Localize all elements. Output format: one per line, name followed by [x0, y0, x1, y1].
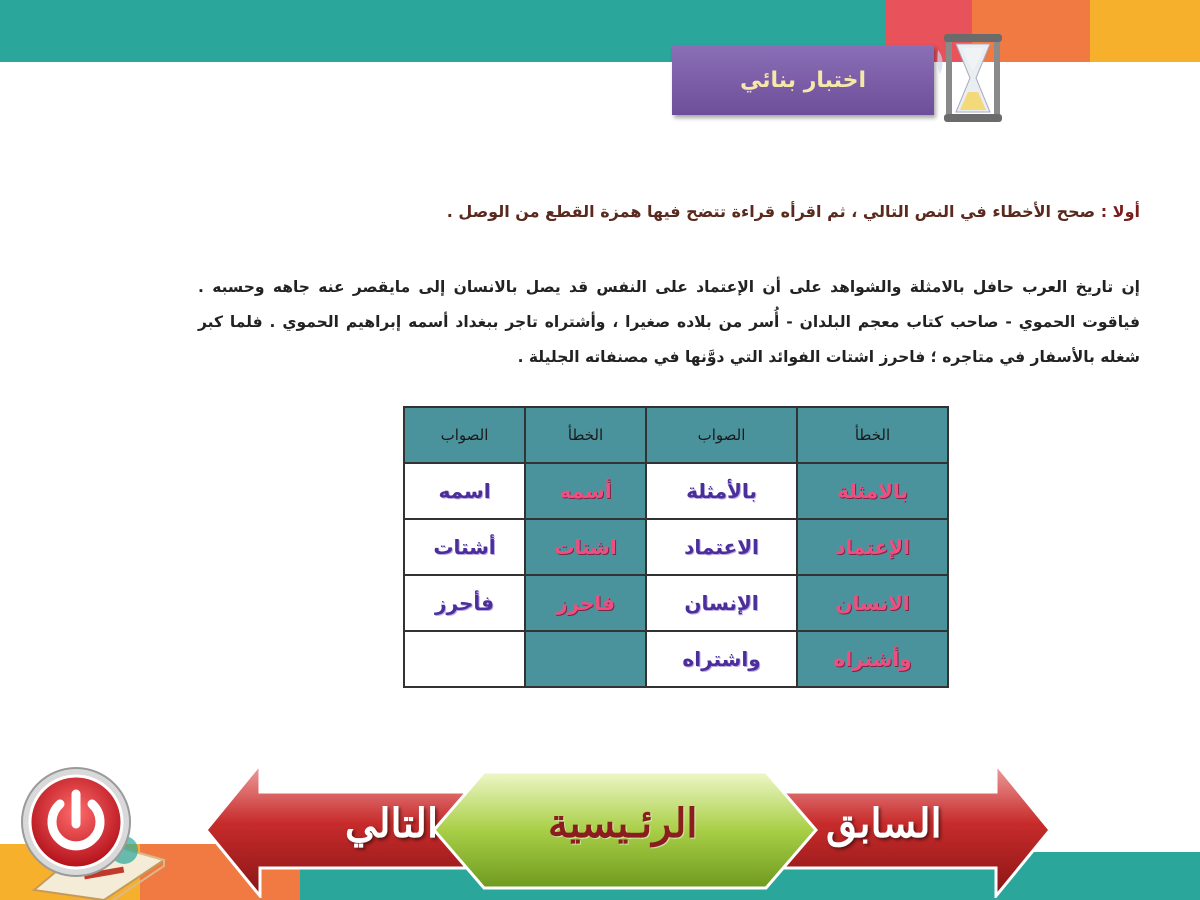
cell-wrong: الإعتماد [797, 519, 948, 575]
home-label[interactable]: الرئـيسية [548, 800, 698, 847]
cell-wrong: الانسان [797, 575, 948, 631]
table-header-row [404, 407, 948, 463]
cell-correct: الاعتماد [646, 519, 797, 575]
header-wrong-1: الخطأ [797, 407, 948, 463]
next-label[interactable]: التالي [345, 800, 439, 847]
cell-correct: الإنسان [646, 575, 797, 631]
cell-correct: فأحرز [404, 575, 525, 631]
cell-wrong: فاحرز [525, 575, 646, 631]
cell-wrong: وأشتراه [797, 631, 948, 687]
cell-correct: واشتراه [646, 631, 797, 687]
hourglass-icon [936, 30, 1010, 126]
title-banner [672, 45, 934, 115]
cell-correct: بالأمثلة [646, 463, 797, 519]
corrections-table [403, 406, 949, 688]
previous-label[interactable]: السابق [826, 800, 942, 847]
table-row [404, 519, 948, 575]
exercise-paragraph: إن تاريخ العرب حافل بالامثلة والشواهد على أن الإعتماد على النفس قد يصل بالانسان إلى مايقصر عنه جاهه وحسبه . فياقوت الحموي - صاحب كتاب معجم البلدان - أُسر من بلاده صغيرا ، وأشتراه تاجر ببغداد أسمه إبراهيم الحموي . فلما كبر شغله بالأسفار في متاجره ؛ فاحرز اشتات الفوائد التي دوَّنها في مصنفاته الجليلة . [198, 278, 1140, 366]
cell-wrong [525, 631, 646, 687]
table-row [404, 575, 948, 631]
cell-correct: أشتات [404, 519, 525, 575]
instruction [340, 202, 1140, 221]
cell-wrong: أسمه [525, 463, 646, 519]
header-correct-2: الصواب [404, 407, 525, 463]
cell-wrong: اشتات [525, 519, 646, 575]
header-correct-1: الصواب [646, 407, 797, 463]
instruction-text: صحح الأخطاء في النص التالي ، ثم اقرأه قراءة تتضح فيها همزة القطع من الوصل . [446, 202, 1096, 221]
instruction-lead: أولا : [1100, 202, 1140, 221]
cell-correct: اسمه [404, 463, 525, 519]
cell-wrong: بالامثلة [797, 463, 948, 519]
power-icon[interactable] [20, 766, 132, 878]
header-wrong-2: الخطأ [525, 407, 646, 463]
page-title: اختبار بنائي [740, 67, 866, 93]
cell-correct [404, 631, 525, 687]
table-row [404, 463, 948, 519]
table-row [404, 631, 948, 687]
top-band-yellow [1090, 0, 1200, 62]
